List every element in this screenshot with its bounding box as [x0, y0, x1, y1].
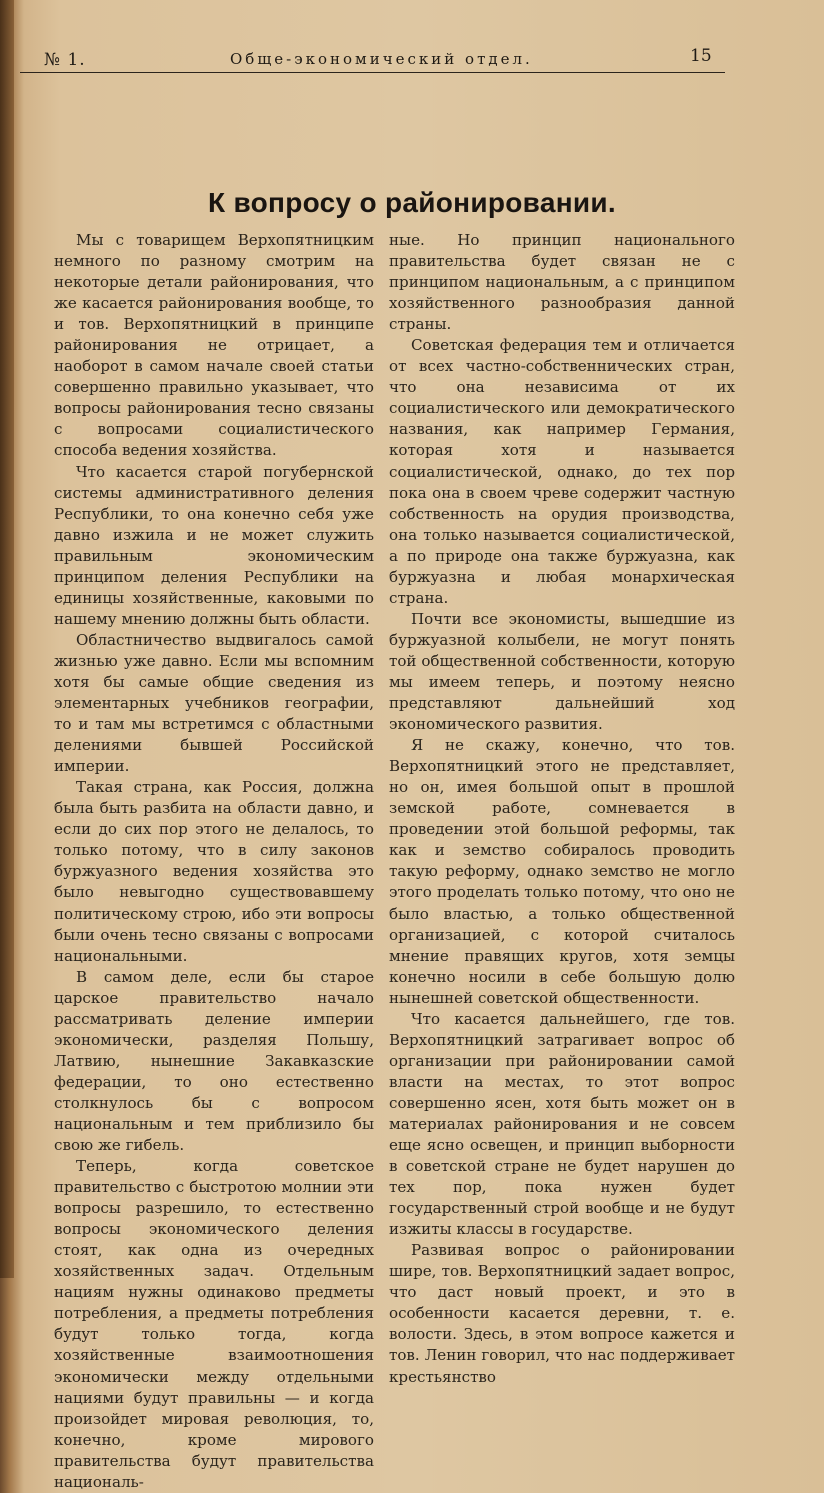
paragraph: Мы с товарищем Верхопятницким немного по разному смотрим на некоторые детали районирования, что же касается районирования вообще, то и тов. Верхопятницкий в принципе районирования не отрицает, а наоборот в самом начале своей статьи совершенно правильно указывает, что вопросы районирования тесно связаны с вопросами социалистического способа ведения хозяйства. — [54, 231, 374, 460]
paragraph: Такая страна, как Россия, должна была быть разбита на области давно, и если до сих пор этого не делалось, то только потому, что в силу законов буржуазного ведения хозяйства это было невыгодно существовавшему политическому строю, ибо эти вопросы были очень тесно связаны с вопросами национальными. — [54, 778, 374, 965]
paragraph: Я не скажу, конечно, что тов. Верхопятницкий этого не представляет, но он, имея большой опыт в прошлой земской работе, сомневается в проведении этой большой реформы, так как и земство собиралось проводить такую реформу, однако земство не могло этого проделать только потому, что оно не было властью, а только общественной организацией, с которой считалось мнение правящих кругов, хотя земцы конечно носили в себе большую долю нынешней советской общественности. — [389, 736, 735, 1007]
paragraph: Теперь, когда советское правительство с быстротою молнии эти вопросы разрешило, то естественно вопросы экономического деления стоят, как одна из очередных хозяйственных задач. Отдельным нациям нужны одинаково предметы потребления, а предметы потребления будут только тогда, когда хозяйственные взаимоотношения экономически между отдельными нациями будут правильны — и когда произойдет мировая революция, то, конечно, кроме мирового правительства будут правительства националь- — [54, 1157, 374, 1491]
header-rule — [20, 72, 725, 73]
section-title: Обще-экономический отдел. — [230, 50, 533, 68]
article-title: К вопросу о районировании. — [207, 186, 617, 218]
paragraph: Советская федерация тем и отличается от всех частно-собственнических стран, что она независима от их социалистического или демократического названия, как например Германия, которая хотя и называется социалистической, однако, до тех пор пока она в своем чреве содержит частную собственность на орудия производства, она только называется социалистической, а по природе она также буржуазна, как буржуазна и любая монархическая страна. — [389, 336, 735, 607]
paragraph: Что касается старой погубернской системы административного деления Республики, то она конечно себя уже давно изжила и не может служить правильным экономическим принципом деления Республики на единицы хозяйственные, каковыми по нашему мнению должны быть области. — [54, 462, 374, 628]
page-number: 15 — [690, 46, 712, 66]
page-header — [40, 44, 730, 72]
paragraph: Развивая вопрос о районировании шире, тов. Верхопятницкий задает вопрос, что даст новый проект, и это в особенности касается деревни, т. е. волости. Здесь, в этом вопросе кажется и тов. Ленин говорил, что нас поддерживает крестьянство — [389, 1241, 735, 1386]
left-column — [54, 230, 374, 1493]
paragraph: ные. Но принцип национального правительства будет связан не с принципом национальным, а с принципом хозяйственного разнообразия данной страны. — [389, 231, 735, 334]
issue-number: № 1. — [44, 50, 86, 70]
paragraph: Областничество выдвигалось самой жизнью уже давно. Если мы вспомним хотя бы самые общие сведения из элементарных учебников географии, то и там мы встретимся с областными делениями бывшей Российской империи. — [54, 630, 374, 776]
right-column — [389, 230, 735, 1388]
paragraph: Почти все экономисты, вышедшие из буржуазной колыбели, не могут понять той общественной собственности, которую мы имеем теперь, и поэтому неясно представляют дальнейший ход экономического развития. — [389, 609, 735, 734]
paragraph: Что касается дальнейшего, где тов. Верхопятницкий затрагивает вопрос об организации при районировании самой власти на местах, то этот вопрос совершенно ясен, хотя быть может он в материалах районирования и не совсем еще ясно освещен, и принцип выборности в советской стране не будет нарушен до тех пор, пока нужен будет государственный строй вообще и не будут изжиты классы в государстве. — [389, 1009, 735, 1239]
paragraph: В самом деле, если бы старое царское правительство начало рассматривать деление империи экономически, разделяя Польшу, Латвию, нынешние Закавказские федерации, то оно естественно столкнулось бы с вопросом национальным и тем приблизило бы свою же гибель. — [54, 967, 374, 1155]
